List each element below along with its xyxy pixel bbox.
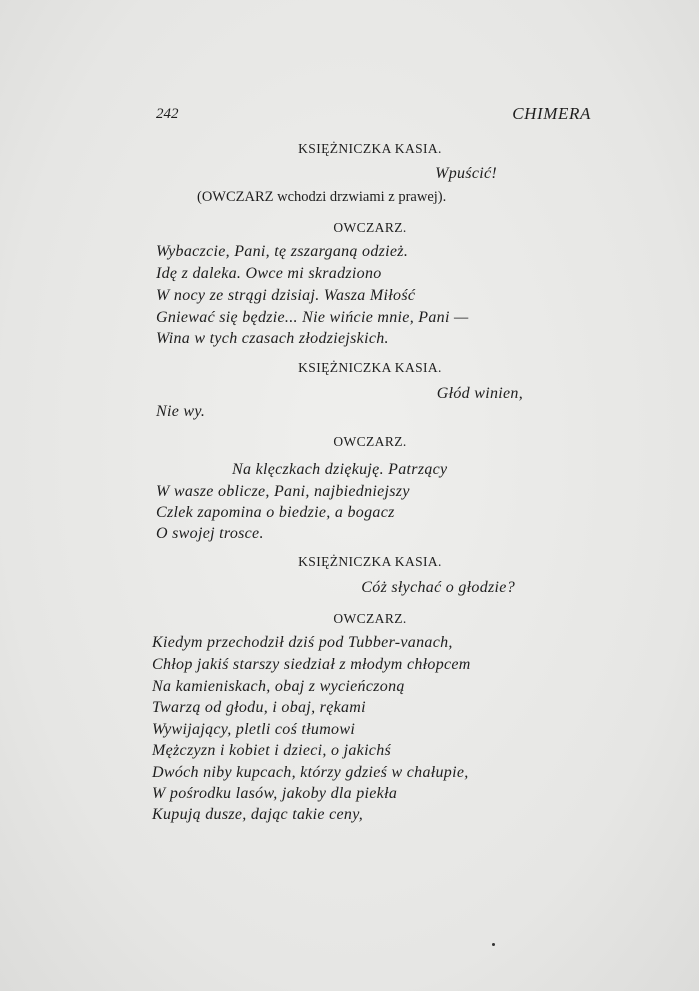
verse-line: Mężczyzn i kobiet i dzieci, o jakichś: [152, 742, 392, 759]
verse-line: Wina w tych czasach złodziejskich.: [156, 330, 389, 347]
verse-line: Głód winien,: [436, 385, 523, 402]
ink-speck: [492, 943, 495, 946]
verse-line: Idę z daleka. Owce mi skradziono: [156, 265, 382, 282]
verse-line: Nie wy.: [156, 403, 206, 420]
stage-direction: (OWCZARZ wchodzi drzwiami z prawej).: [197, 189, 447, 205]
speaker-label: OWCZARZ.: [333, 611, 407, 626]
verse-line: Chłop jakiś starszy siedział z młodym chłopcem: [152, 656, 471, 673]
speaker-label: KSIĘŻNICZKA KASIA.: [298, 141, 442, 156]
verse-line: W nocy ze strągi dzisiaj. Wasza Miłość: [156, 287, 416, 304]
verse-line: Czlek zapomina o biedzie, a bogacz: [156, 504, 395, 521]
verse-line: Na kamieniskach, obaj z wycieńczoną: [152, 678, 405, 695]
speaker-label: OWCZARZ.: [333, 434, 407, 449]
speaker-label: KSIĘŻNICZKA KASIA.: [298, 360, 442, 375]
verse-line: W pośrodku lasów, jakoby dla piekła: [152, 785, 398, 802]
page-number: 242: [156, 106, 179, 122]
verse-line: W wasze oblicze, Pani, najbiedniejszy: [156, 483, 410, 500]
verse-line: O swojej trosce.: [156, 525, 264, 542]
verse-line: Wywijający, pletli coś tłumowi: [152, 721, 356, 738]
verse-line: Cóż słychać o głodzie?: [361, 579, 515, 596]
verse-line: Twarzą od głodu, i obaj, rękami: [152, 699, 366, 716]
verse-line: Na klęczkach dziękuję. Patrzący: [232, 461, 448, 478]
verse-line: Wybaczcie, Pani, tę zszarganą odzież.: [156, 243, 409, 260]
speaker-label: KSIĘŻNICZKA KASIA.: [298, 554, 442, 569]
verse-line: Gniewać się będzie... Nie wińcie mnie, Pani —: [156, 309, 469, 326]
verse-line: Dwóch niby kupcach, którzy gdzieś w chałupie,: [152, 764, 469, 781]
verse-line: Wpuścić!: [435, 165, 497, 182]
speaker-label: OWCZARZ.: [333, 220, 407, 235]
verse-line: Kiedym przechodził dziś pod Tubber-vanach,: [152, 634, 453, 651]
verse-line: Kupują dusze, dając takie ceny,: [152, 806, 364, 823]
running-title: CHIMERA: [512, 104, 591, 123]
